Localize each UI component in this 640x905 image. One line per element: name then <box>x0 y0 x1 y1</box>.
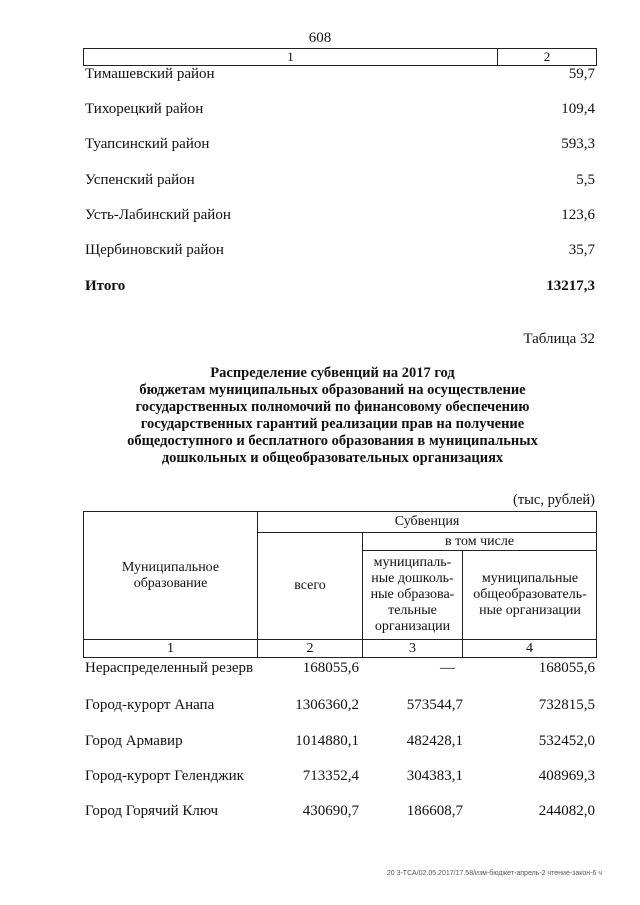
total-value: 713352,4 <box>302 768 359 784</box>
table1-row <box>85 207 595 224</box>
header-num-3: 3 <box>409 640 416 656</box>
table1-header-col1: 1 <box>84 49 498 65</box>
preschool-value: 186608,7 <box>406 803 463 819</box>
title-line: государственных гарантий реализации прав на получение <box>140 416 525 432</box>
table-title <box>60 365 605 467</box>
title-line: государственных полномочий по финансовому обеспечению <box>135 399 530 415</box>
header-municipality: Муниципальное образование <box>121 559 220 591</box>
header-total: всего <box>294 578 326 593</box>
header-num-2: 2 <box>306 640 314 656</box>
units-label: (тыс, рублей) <box>513 492 595 508</box>
municipality-name: Нераспределенный резерв <box>85 660 254 676</box>
district-name: Щербиновский район <box>85 242 224 258</box>
preschool-value: 482428,1 <box>406 733 463 749</box>
municipality-name: Город-курорт Геленджик <box>85 768 244 784</box>
preschool-value: 573544,7 <box>406 697 463 713</box>
municipality-name: Город Горячий Ключ <box>85 803 219 819</box>
district-value: 123,6 <box>561 207 595 223</box>
district-value: 109,4 <box>561 101 595 117</box>
municipality-name: Город-курорт Анапа <box>85 697 215 713</box>
table1-total-row <box>85 278 595 295</box>
district-name: Туапсинский район <box>85 136 210 152</box>
district-name: Усть-Лабинский район <box>85 207 231 223</box>
district-value: 35,7 <box>568 242 595 258</box>
general-value: 532452,0 <box>538 733 595 749</box>
table1-row <box>85 242 595 259</box>
total-value: 1306360,2 <box>295 697 359 713</box>
district-value: 59,7 <box>568 66 595 82</box>
general-value: 732815,5 <box>538 697 595 713</box>
preschool-value: — <box>440 660 455 676</box>
table1-row <box>85 172 595 189</box>
header-preschool: муниципаль-ные дошколь-ные образова-тельные организации <box>370 555 455 634</box>
table-label: Таблица 32 <box>523 331 595 347</box>
header-num-4: 4 <box>526 640 533 656</box>
district-name: Успенский район <box>85 172 195 188</box>
total-value: 430690,7 <box>302 803 359 819</box>
table1-row <box>85 66 595 83</box>
footer-code: 20 3-ТСА/02.05.2017/17.58/изм-бюджет-апрель-2 чтение-закон-6 ч <box>386 870 602 877</box>
total-value: 168055,6 <box>302 660 359 676</box>
header-num-1: 1 <box>167 640 174 656</box>
municipality-name: Город Армавир <box>85 733 183 749</box>
general-value: 408969,3 <box>538 768 595 784</box>
preschool-value: 304383,1 <box>406 768 463 784</box>
total-value: 13217,3 <box>546 278 595 294</box>
title-line: Распределение субвенций на 2017 год <box>210 365 455 381</box>
table2-header <box>83 511 597 658</box>
general-value: 168055,6 <box>538 660 595 676</box>
header-general: муниципальные общеобразователь-ные организации <box>473 571 587 618</box>
title-line: бюджетам муниципальных образований на осуществление <box>139 382 526 398</box>
table1-row <box>85 101 595 118</box>
title-line: дошкольных и общеобразовательных организациях <box>161 450 504 466</box>
title-line: общедоступного и бесплатного образования в муниципальных <box>127 433 538 449</box>
table1-row <box>85 136 595 153</box>
district-name: Тимашевский район <box>85 66 215 82</box>
header-including: в том числе <box>444 533 515 549</box>
page-number: 608 <box>308 30 332 46</box>
general-value: 244082,0 <box>538 803 595 819</box>
table1-header-col2: 2 <box>543 49 551 64</box>
total-value: 1014880,1 <box>295 733 359 749</box>
district-name: Тихорецкий район <box>85 101 204 117</box>
header-subvention: Субвенция <box>394 514 460 529</box>
total-label: Итого <box>85 278 126 294</box>
district-value: 593,3 <box>561 136 595 152</box>
district-value: 5,5 <box>576 172 595 188</box>
table1-header <box>83 48 597 66</box>
